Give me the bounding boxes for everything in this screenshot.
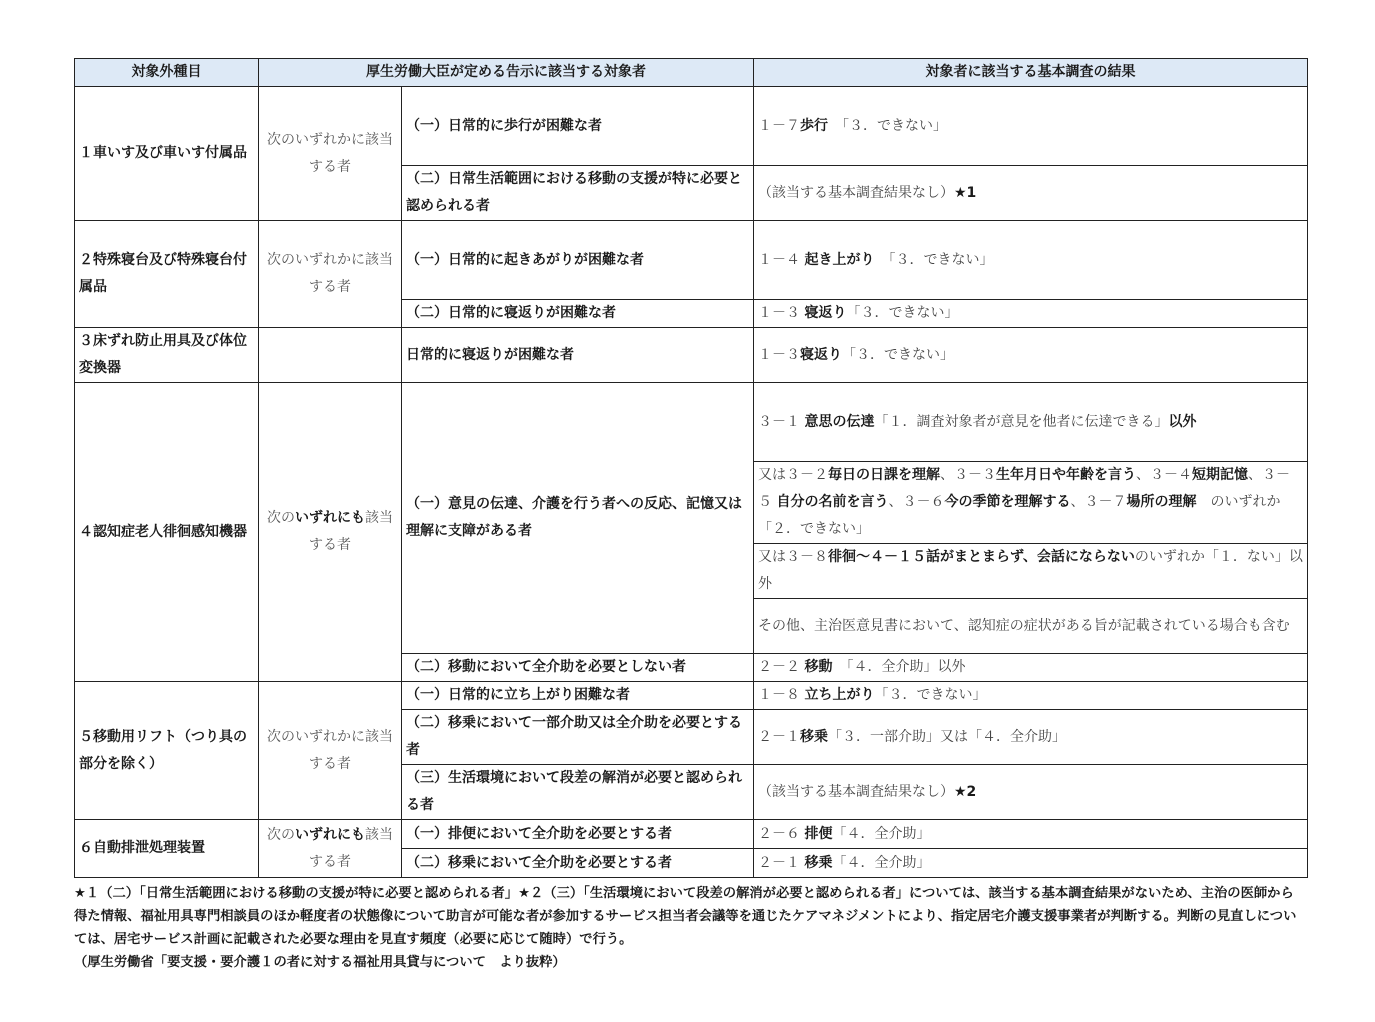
item-name: ６自動排泄処理装置: [75, 820, 259, 878]
table-row: [75, 383, 1308, 462]
item-name: １車いす及び車いす付属品: [75, 87, 259, 221]
table-row: [75, 328, 1308, 383]
survey-result: 又は３－２毎日の日課を理解、３－３生年月日や年齢を言う、３－４短期記憶、３－５ 自分の名前を言う、３－６今の季節を理解する、３－７場所の理解 のいずれか「２．できない」: [754, 462, 1308, 544]
footnote-text: ★１（二）「日常生活範囲における移動の支援が特に必要と認められる者」★２（三）「生活環境において段差の解消が必要と認められる者」については、該当する基本調査結果がないため、主治の医師から得た情報、福祉用具専門相談員のほか軽度者の状態像について助言が可能な者が参加するサービス担当者会議等を通じたケアマネジメントにより、指定居宅介護支援事業者が判断する。判断の見直しについては、居宅サービス計画に記載された必要な理由を見直す頻度（必要に応じて随時）で行う。: [74, 886, 1297, 947]
table-header-row: [75, 59, 1308, 87]
item-name: ５移動用リフト（つり具の部分を除く）: [75, 682, 259, 820]
document: [74, 58, 1307, 974]
survey-result: １－８ 立ち上がり「３．できない」: [754, 682, 1308, 710]
target-criterion: （二）移動において全介助を必要としない者: [402, 654, 754, 682]
survey-result: ２－１移乗「３．一部介助」又は「４．全介助」: [754, 710, 1308, 765]
target-criterion: （二）日常的に寝返りが困難な者: [402, 300, 754, 328]
target-criterion: （二）移乗において全介助を必要とする者: [402, 849, 754, 878]
target-criterion: （一）日常的に立ち上がり困難な者: [402, 682, 754, 710]
target-criterion: （三）生活環境において段差の解消が必要と認められる者: [402, 765, 754, 820]
target-criterion: （一）日常的に起きあがりが困難な者: [402, 221, 754, 300]
condition-text: 次のいずれにも該当する者: [259, 383, 402, 682]
survey-result: （該当する基本調査結果なし）★2: [754, 765, 1308, 820]
survey-result: １－４ 起き上がり 「３．できない」: [754, 221, 1308, 300]
table-row: [75, 682, 1308, 710]
survey-result: その他、主治医意見書において、認知症の症状がある旨が記載されている場合も含む: [754, 599, 1308, 654]
item-name: ４認知症老人徘徊感知機器: [75, 383, 259, 682]
condition-text: 次のいずれかに該当する者: [259, 682, 402, 820]
survey-result: １－７歩行 「３．できない」: [754, 87, 1308, 166]
header-target-person: 厚生労働大臣が定める告示に該当する対象者: [259, 59, 754, 87]
footnotes: [74, 882, 1307, 974]
survey-result: ２－２ 移動 「４．全介助」以外: [754, 654, 1308, 682]
target-criterion: （一）日常的に歩行が困難な者: [402, 87, 754, 166]
survey-result: １－３ 寝返り「３．できない」: [754, 300, 1308, 328]
survey-result: 又は３－８徘徊～４－１５話がまとまらず、会話にならないのいずれか「１．ない」以外: [754, 544, 1308, 599]
survey-result: （該当する基本調査結果なし）★1: [754, 166, 1308, 221]
header-survey-result: 対象者に該当する基本調査の結果: [754, 59, 1308, 87]
survey-result: ２－１ 移乗「４．全介助」: [754, 849, 1308, 878]
condition-text: 次のいずれにも該当する者: [259, 820, 402, 878]
table-row: [75, 221, 1308, 300]
item-name: ３床ずれ防止用具及び体位変換器: [75, 328, 259, 383]
item-name: ２特殊寝台及び特殊寝台付属品: [75, 221, 259, 328]
source-citation: （厚生労働省「要支援・要介護１の者に対する福祉用具貸与について より抜粋）: [74, 955, 566, 970]
target-criterion: （一）排便において全介助を必要とする者: [402, 820, 754, 849]
condition-text: [259, 328, 402, 383]
survey-result: １－３寝返り「３．できない」: [754, 328, 1308, 383]
survey-result: ３－１ 意思の伝達「１．調査対象者が意見を他者に伝達できる」以外: [754, 383, 1308, 462]
header-item-type: 対象外種目: [75, 59, 259, 87]
survey-result: ２－６ 排便「４．全介助」: [754, 820, 1308, 849]
condition-text: 次のいずれかに該当する者: [259, 221, 402, 328]
table-row: [75, 87, 1308, 166]
condition-text: 次のいずれかに該当する者: [259, 87, 402, 221]
target-criterion: （一）意見の伝達、介護を行う者への反応、記憶又は理解に支障がある者: [402, 383, 754, 654]
target-criterion: 日常的に寝返りが困難な者: [402, 328, 754, 383]
eligibility-table: [74, 58, 1308, 878]
table-row: [75, 820, 1308, 849]
target-criterion: （二）日常生活範囲における移動の支援が特に必要と認められる者: [402, 166, 754, 221]
target-criterion: （二）移乗において一部介助又は全介助を必要とする者: [402, 710, 754, 765]
